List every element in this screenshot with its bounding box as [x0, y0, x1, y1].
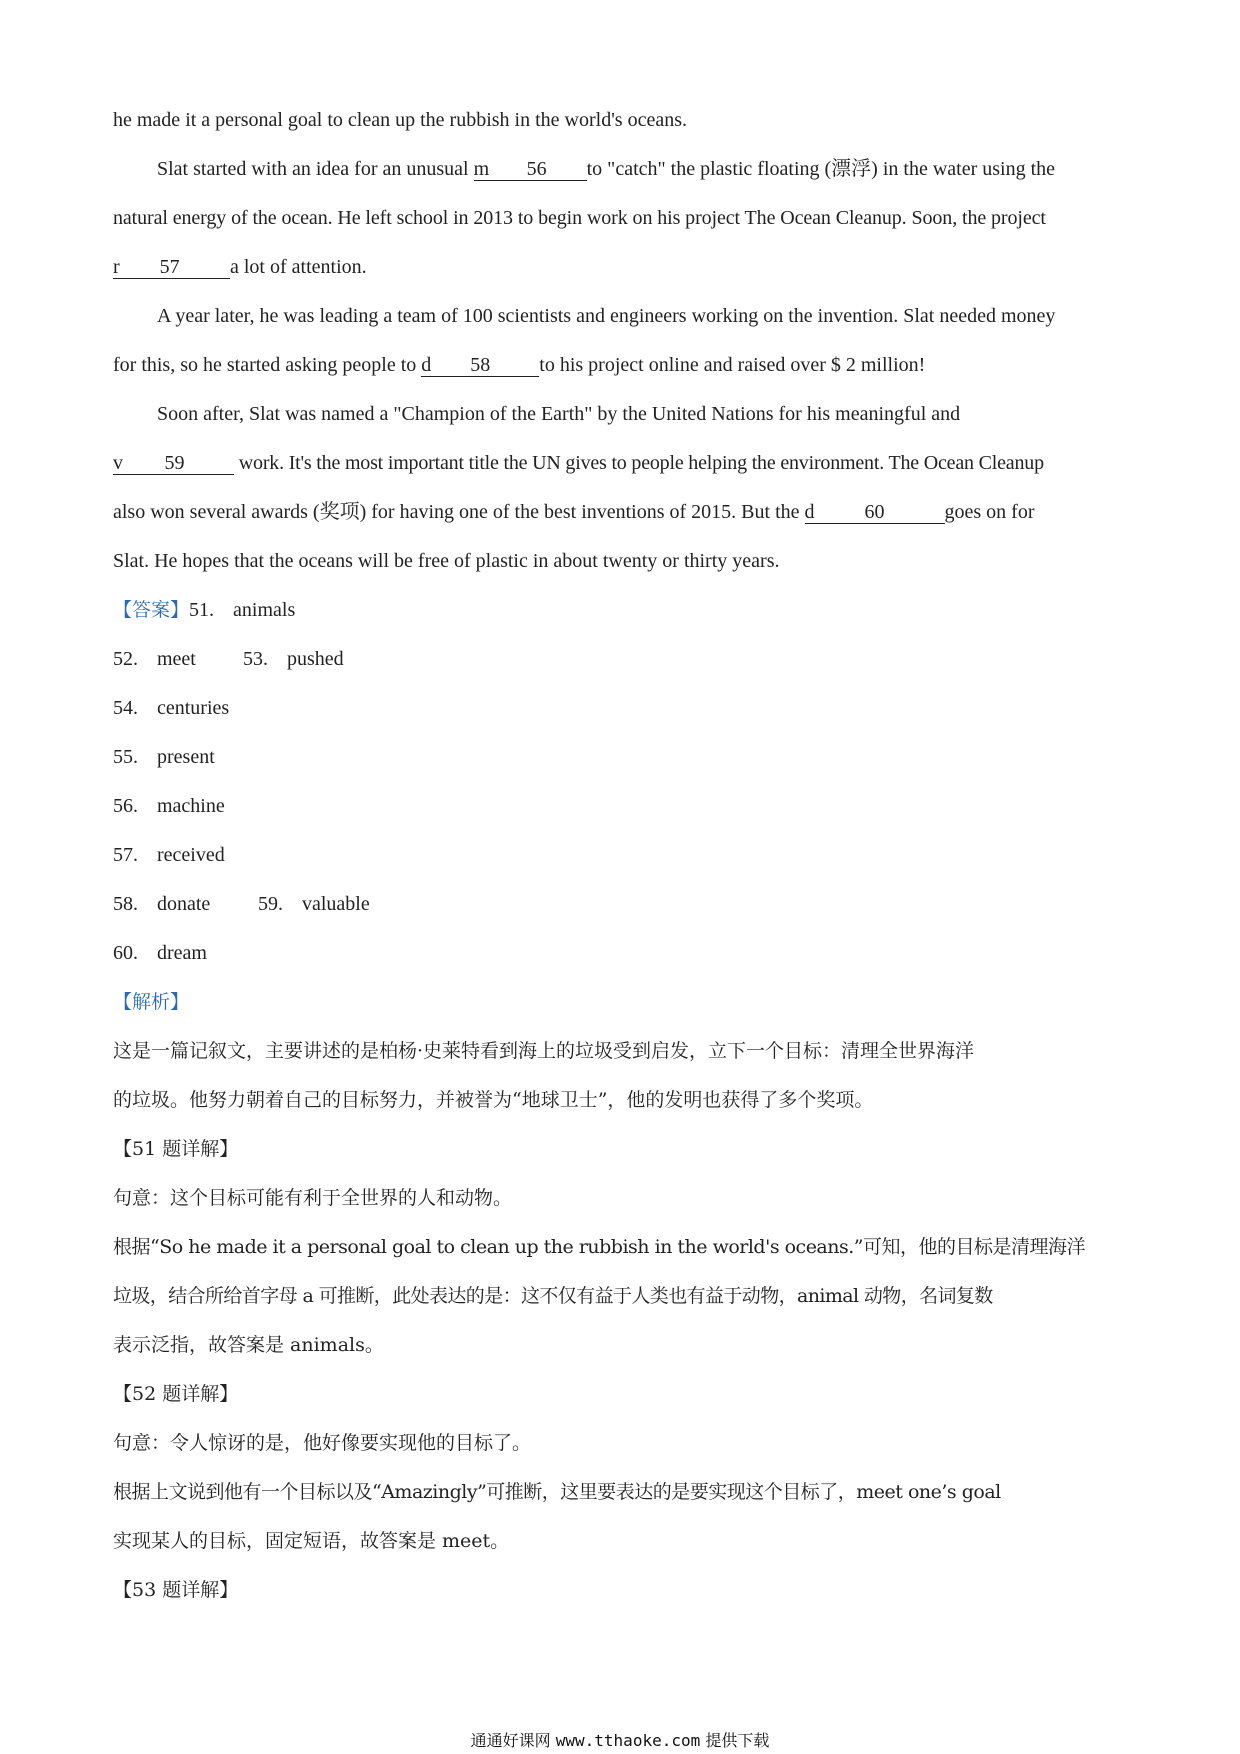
- answer-line-55: [113, 733, 1133, 782]
- analysis-text: 这是一篇记叙文，主要讲述的是柏杨·史莱特看到海上的垃圾受到启发，立下一个目标：清理全世界海洋: [113, 1040, 975, 1062]
- answer-number: 54.: [113, 697, 138, 719]
- answer-text: received: [157, 844, 225, 866]
- q51-line-1: [113, 1174, 1133, 1223]
- analysis-text: 的垃圾。他努力朝着自己的目标努力，并被誉为“地球卫士”，他的发明也获得了多个奖项。: [113, 1089, 874, 1111]
- analysis-header-line: [113, 978, 1133, 1027]
- answer-text: pushed: [287, 648, 344, 670]
- answer-text: valuable: [302, 893, 370, 915]
- analysis-text: 垃圾，结合所给首字母 a 可推断，此处表达的是：这不仅有益于人类也有益于动物，animal 动物，名词复数: [113, 1285, 993, 1307]
- answer-number: 56.: [113, 795, 138, 817]
- blank-initial-letter: r: [113, 256, 120, 278]
- analysis-line-1: [113, 1027, 1133, 1076]
- blank-initial-letter: m: [473, 158, 490, 180]
- analysis-text: 实现某人的目标，固定短语，故答案是 meet。: [113, 1530, 510, 1552]
- footer-download-text: 提供下载: [700, 1731, 770, 1750]
- blank-number: 56: [526, 158, 547, 180]
- blank-initial-letter: v: [113, 452, 123, 474]
- analysis-text: 根据“So he made it a personal goal to clean up the rubbish in the world's oceans.”可知，他的目标是清理海洋: [113, 1236, 1086, 1258]
- passage-text: Soon after, Slat was named a "Champion of the Earth" by the United Nations for his meaningful and: [157, 403, 961, 425]
- page-footer: [0, 1728, 1240, 1751]
- answer-number: 53.: [243, 648, 268, 670]
- blank-initial-letter: d: [804, 501, 815, 523]
- answer-text: donate: [157, 893, 211, 915]
- q52-line-3: [113, 1517, 1133, 1566]
- q51-line-2: [113, 1223, 1133, 1272]
- answer-58: [113, 880, 258, 929]
- blank-number: 58: [470, 354, 491, 376]
- blank-57: [113, 256, 230, 279]
- answer-line-60: [113, 929, 1133, 978]
- passage-line-8: [113, 439, 1133, 488]
- passage-text: Slat. He hopes that the oceans will be free of plastic in about twenty or thirty years.: [113, 550, 780, 572]
- passage-line-1: [113, 96, 1133, 145]
- answer-text: centuries: [157, 697, 230, 719]
- answer-line-57: [113, 831, 1133, 880]
- passage-line-2: [113, 145, 1133, 194]
- answer-text: dream: [157, 942, 207, 964]
- blank-initial-letter: d: [421, 354, 432, 376]
- blank-number: 60: [864, 501, 885, 523]
- answer-59: [258, 880, 370, 929]
- analysis-label: 【解析】: [113, 991, 190, 1013]
- passage-text: a lot of attention.: [230, 256, 367, 278]
- passage-line-3: [113, 194, 1133, 243]
- answer-number: 51.: [189, 599, 215, 621]
- question-title: 【52 题详解】: [113, 1383, 239, 1405]
- passage-text: work. It's the most important title the UN gives to people helping the environment. The Ocean Cleanup: [234, 452, 1044, 474]
- analysis-text: 句意：这个目标可能有利于全世界的人和动物。: [113, 1187, 513, 1209]
- answer-number: 60.: [113, 942, 138, 964]
- answer-text: meet: [157, 648, 196, 670]
- passage-text: for this, so he started asking people to: [113, 354, 422, 376]
- passage-line-6: [113, 341, 1133, 390]
- q51-line-4: [113, 1321, 1133, 1370]
- answer-line-54: [113, 684, 1133, 733]
- passage-line-7: [113, 390, 1133, 439]
- passage-text: he made it a personal goal to clean up the rubbish in the world's oceans.: [113, 109, 687, 131]
- passage-text: Slat started with an idea for an unusual: [157, 158, 474, 180]
- answer-line-58-59: [113, 880, 1133, 929]
- q51-line-3: [113, 1272, 1133, 1321]
- passage-line-5: [113, 292, 1133, 341]
- footer-url: www.tthaoke.com: [555, 1731, 701, 1750]
- blank-56: [474, 158, 587, 181]
- passage-line-4: [113, 243, 1133, 292]
- answer-number: 57.: [113, 844, 138, 866]
- q51-title-line: [113, 1125, 1133, 1174]
- analysis-text: 根据上文说到他有一个目标以及“Amazingly”可推断，这里要表达的是要实现这个目标了，meet one’s goal: [113, 1481, 1001, 1503]
- passage-text: to "catch" the plastic floating (漂浮) in the water using the: [586, 158, 1056, 180]
- answer-text: present: [157, 746, 215, 768]
- answer-53: [243, 635, 344, 684]
- blank-number: 57: [159, 256, 180, 278]
- answer-number: 59.: [258, 893, 283, 915]
- passage-text: goes on for: [944, 501, 1035, 523]
- q52-line-1: [113, 1419, 1133, 1468]
- answer-header-line: [113, 586, 1133, 635]
- analysis-text: 表示泛指，故答案是 animals。: [113, 1334, 384, 1356]
- blank-60: [805, 501, 945, 524]
- answer-52: [113, 635, 243, 684]
- analysis-text: 句意：令人惊讶的是，他好像要实现他的目标了。: [113, 1432, 532, 1454]
- passage-line-9: [113, 488, 1133, 537]
- answer-number: 52.: [113, 648, 138, 670]
- answer-text: animals: [233, 599, 296, 621]
- q53-title-line: [113, 1566, 1133, 1615]
- blank-number: 59: [164, 452, 185, 474]
- q52-line-2: [113, 1468, 1133, 1517]
- answer-number: 55.: [113, 746, 138, 768]
- answer-number: 58.: [113, 893, 138, 915]
- question-title: 【53 题详解】: [113, 1579, 239, 1601]
- answer-label: 【答案】: [113, 599, 190, 621]
- analysis-line-2: [113, 1076, 1133, 1125]
- answer-line-52-53: [113, 635, 1133, 684]
- passage-text: natural energy of the ocean. He left school in 2013 to begin work on his project The Ocean Cleanup. Soon, the project: [113, 207, 1046, 229]
- document-page: [113, 96, 1133, 1615]
- passage-line-10: [113, 537, 1133, 586]
- q52-title-line: [113, 1370, 1133, 1419]
- blank-59: [113, 452, 234, 475]
- question-title: 【51 题详解】: [113, 1138, 239, 1160]
- blank-58: [421, 354, 539, 377]
- passage-text: A year later, he was leading a team of 100 scientists and engineers working on the invention. Slat needed money: [157, 305, 1056, 327]
- answer-text: machine: [157, 795, 225, 817]
- passage-text: to his project online and raised over $ 2 million!: [539, 354, 926, 376]
- passage-text: also won several awards (奖项) for having one of the best inventions of 2015. But the: [113, 501, 805, 523]
- answer-51: [189, 586, 295, 635]
- answer-line-56: [113, 782, 1133, 831]
- footer-site-name: 通通好课网: [470, 1731, 556, 1750]
